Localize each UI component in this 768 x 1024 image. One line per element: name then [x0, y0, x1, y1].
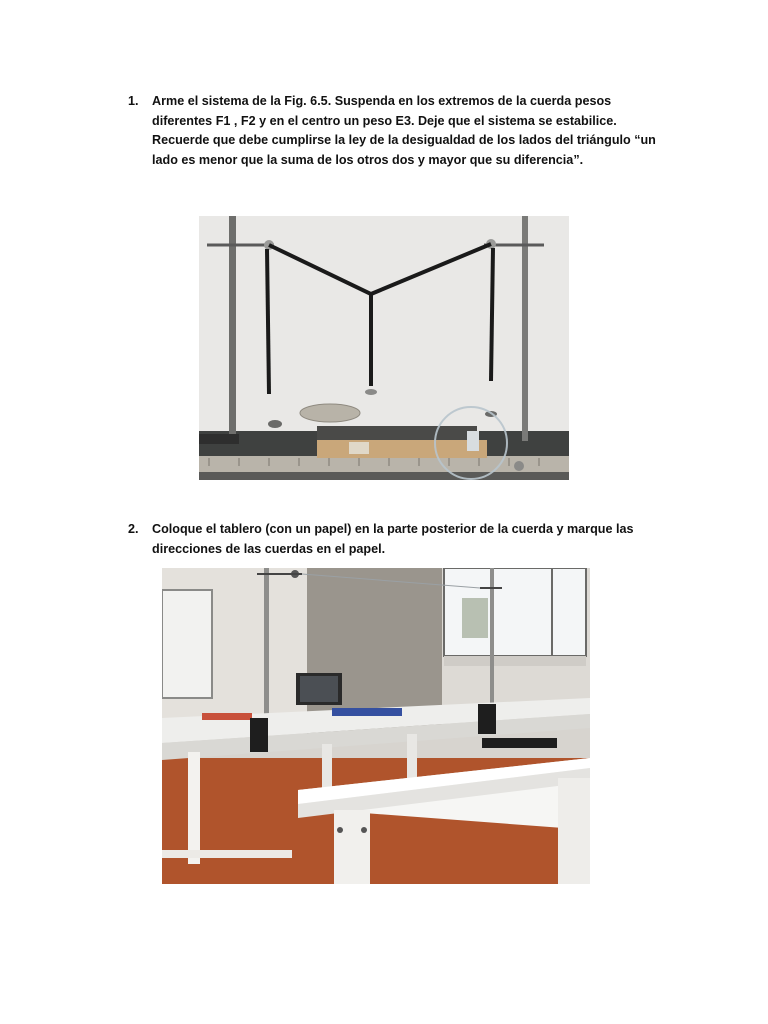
photo-laboratory-bench	[162, 568, 590, 884]
instruction-item-2	[128, 520, 668, 559]
item-number: 2.	[128, 522, 139, 536]
item-text: Coloque el tablero (con un papel) en la parte posterior de la cuerda y marque las direcciones de las cuerdas en el papel.	[152, 522, 634, 556]
photo-force-table-setup	[199, 216, 569, 491]
item-text: Arme el sistema de la Fig. 6.5. Suspenda en los extremos de la cuerda pesos diferentes F1 , F2 y en el centro un peso E3. Deje que el sistema se estabilice. Recuerde que debe cumplirse la ley de la desigualdad de los lados del triángulo “un lado es menor que la suma de los otros dos y mayor que su diferencia”.	[152, 94, 656, 167]
instruction-item-1	[128, 92, 668, 170]
item-number: 1.	[128, 94, 139, 108]
